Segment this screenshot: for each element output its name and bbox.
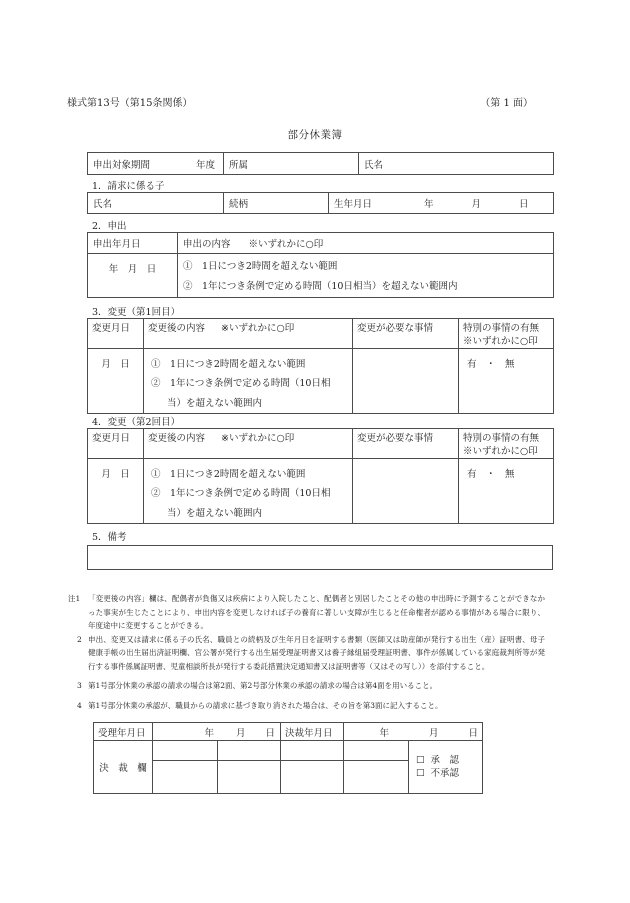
child-name-cell [88,193,224,214]
stamp-cell [344,741,409,761]
footnote-1-text: 「変更後の内容」欄は、配偶者が負傷又は疾病により入院したこと、配偶者と別居したことその他の申出時に予測することができなかった事実が生じたことにより、申出内容を変更しなければ子の養育に著しい支障が生じると任命権者が認める事情がある場合に限り、年度途中に変更することができる。 [88,594,545,630]
page-number-label: （第 1 面） [480,98,533,109]
relation-label: 続柄 [229,199,249,210]
decision-date-label: 決裁年月日 [285,727,333,739]
change1-special-header-line2: ※いずれかに○印 [463,336,538,347]
application-date-placeholder: 年 月 日 [108,264,157,275]
application-date-header-cell [88,233,178,254]
footnote-2-text: 申出、変更又は請求に係る子の氏名、職員との続柄及び生年月日を証明する書類（医師又は助産師が発行する出生（産）証明書、母子健康手帳の出生届出済証明欄、官公署が発行する出生届受理証明書又は養子縁組届受理証明書、事件が係属している家庭裁判所等が発行する事件係属証明書、児童相談所長が発行する委託措置決定通知書又は証明書等（又はその写し））を添付すること。 [88,634,545,671]
change2-option-2-line2: 当）を超えない範囲内 [167,507,263,519]
change1-date-placeholder: 月 日 [101,359,130,370]
birthdate-label: 生年月日 [334,199,373,210]
approval-column-label: 決 裁 欄 [99,763,147,774]
change1-option-1: ① 1日につき2時間を超えない範囲 [151,359,306,370]
received-date-header-cell [94,723,153,741]
reject-checkbox: □ [416,768,425,778]
stamp-cell [218,741,281,761]
stamp-cell [344,761,409,794]
change1-date-header: 変更月日 [92,323,131,334]
employee-name-label: 氏名 [364,159,384,171]
application-date-header: 申出年月日 [93,239,141,250]
approval-table [93,722,483,794]
change1-date-header-cell [88,319,144,349]
change2-reason-cell [353,459,459,524]
approve-option [416,754,482,767]
footnote-4-text: 第1号部分休業の承認が、職員からの請求に基づき取り消された場合は、その旨を第3面に記入すること。 [88,700,443,710]
footnote-4 [68,699,545,713]
year-label: 年 [424,199,434,210]
month-label: 月 [429,727,439,739]
affiliation-label: 所属 [229,159,249,171]
approval-result-cell [409,741,483,794]
footnote-2-marker: 2 [77,634,82,644]
fiscal-year-label: 年度 [195,159,215,171]
change2-presence-options: 有 ・ 無 [467,469,515,480]
reject-option [416,767,482,780]
footnote-3-text: 第1号部分休業の承認の請求の場合は第2面、第2号部分休業の承認の請求の場合は第4面を用いること。 [88,681,438,690]
info-table [87,152,554,175]
change2-table [87,428,554,524]
approve-label: 承 認 [430,755,460,766]
footnote-2 [68,633,545,674]
change1-option-2-line1: ② 1年につき条例で定める時間（10日相 [151,378,331,390]
change2-content-header-cell [144,429,353,459]
footnote-1 [68,592,545,633]
day-label: 日 [519,199,529,210]
year-label: 年 [379,727,389,739]
period-cell [88,153,224,175]
change1-special-cell [459,349,554,414]
application-option-1: ① 1日につき2時間を超えない範囲 [183,261,338,272]
footnote-4-marker: 4 [77,700,82,710]
change2-date-placeholder: 月 日 [101,469,130,480]
month-label: 月 [235,727,246,739]
child-name-label: 氏名 [93,199,113,210]
change1-presence-options: 有 ・ 無 [467,359,515,370]
circle-note: ※いずれかに○印 [248,239,324,250]
application-option-2: ② 1年につき条例で定める時間（10日相当）を超えない範囲内 [183,281,458,292]
form-title: 部分休業簿 [287,129,343,141]
change1-options-cell [144,349,353,414]
change1-reason-cell [353,349,459,414]
change2-options-cell [144,459,353,524]
change2-date-header-cell [88,429,144,459]
stamp-cell [153,761,218,794]
received-date-label: 受理年月日 [98,727,146,739]
period-label: 申出対象期間 [93,159,151,171]
section3-heading: 3．変更（第1回目） [92,307,181,318]
form-header [67,94,533,109]
change2-special-header-line2: ※いずれかに○印 [463,446,538,457]
application-content-header-cell [178,233,554,254]
change2-special-header-line1: 特別の事情の有無 [463,433,540,444]
change1-special-header-line1: 特別の事情の有無 [463,323,540,334]
footnote-3 [68,679,545,693]
approval-column-label-cell [94,741,153,794]
change1-date-cell [88,349,144,414]
application-content-header: 申出の内容 [183,239,231,250]
day-label: 日 [265,727,276,739]
application-table [87,232,554,298]
footnotes [68,592,545,712]
change2-special-cell [459,459,554,524]
approve-checkbox: □ [416,755,425,765]
change2-content-header: 変更後の内容 [148,433,206,444]
footnote-1-marker: 注1 [68,594,81,603]
change2-date-cell [88,459,144,524]
form-number-label: 様式第13号（第15条関係） [67,98,193,109]
change2-reason-header-cell [353,429,459,459]
section1-heading: 1．請求に係る子 [92,181,165,192]
change1-table [87,318,554,414]
year-label: 年 [204,727,214,739]
child-table [87,192,554,214]
change1-reason-header: 変更が必要な事情 [357,323,434,334]
change2-option-1: ① 1日につき2時間を超えない範囲 [151,469,306,480]
decision-date-value-cell [344,723,483,741]
reject-label: 不承認 [430,768,460,779]
remarks-box [87,545,553,570]
change1-reason-header-cell [353,319,459,349]
received-date-value-cell [153,723,281,741]
birthdate-cell [329,193,554,214]
section5-heading: 5．備考 [92,532,127,543]
change2-date-header: 変更月日 [92,433,131,444]
stamp-cell [218,761,281,794]
change1-content-header-cell [144,319,353,349]
day-label: 日 [468,727,479,739]
stamp-cell [281,741,344,761]
change2-circle-note: ※いずれかに○印 [221,433,295,444]
change1-special-header-cell [459,319,554,349]
application-date-cell [88,254,178,298]
change2-reason-header: 変更が必要な事情 [357,433,434,444]
change1-circle-note: ※いずれかに○印 [221,323,295,334]
section4-heading: 4．変更（第2回目） [92,417,181,428]
change2-option-2-line1: ② 1年につき条例で定める時間（10日相 [151,488,331,500]
employee-name-cell [359,153,554,175]
footnote-3-marker: 3 [77,681,82,690]
change1-option-2-line2: 当）を超えない範囲内 [167,397,263,409]
decision-date-header-cell [281,723,344,741]
change2-special-header-cell [459,429,554,459]
affiliation-cell [224,153,359,175]
month-label: 月 [471,199,482,210]
stamp-cell [153,741,218,761]
application-options-cell [178,254,554,298]
change1-content-header: 変更後の内容 [148,323,206,334]
relation-cell [224,193,329,214]
section2-heading: 2．申出 [92,221,127,232]
stamp-cell [281,761,344,794]
